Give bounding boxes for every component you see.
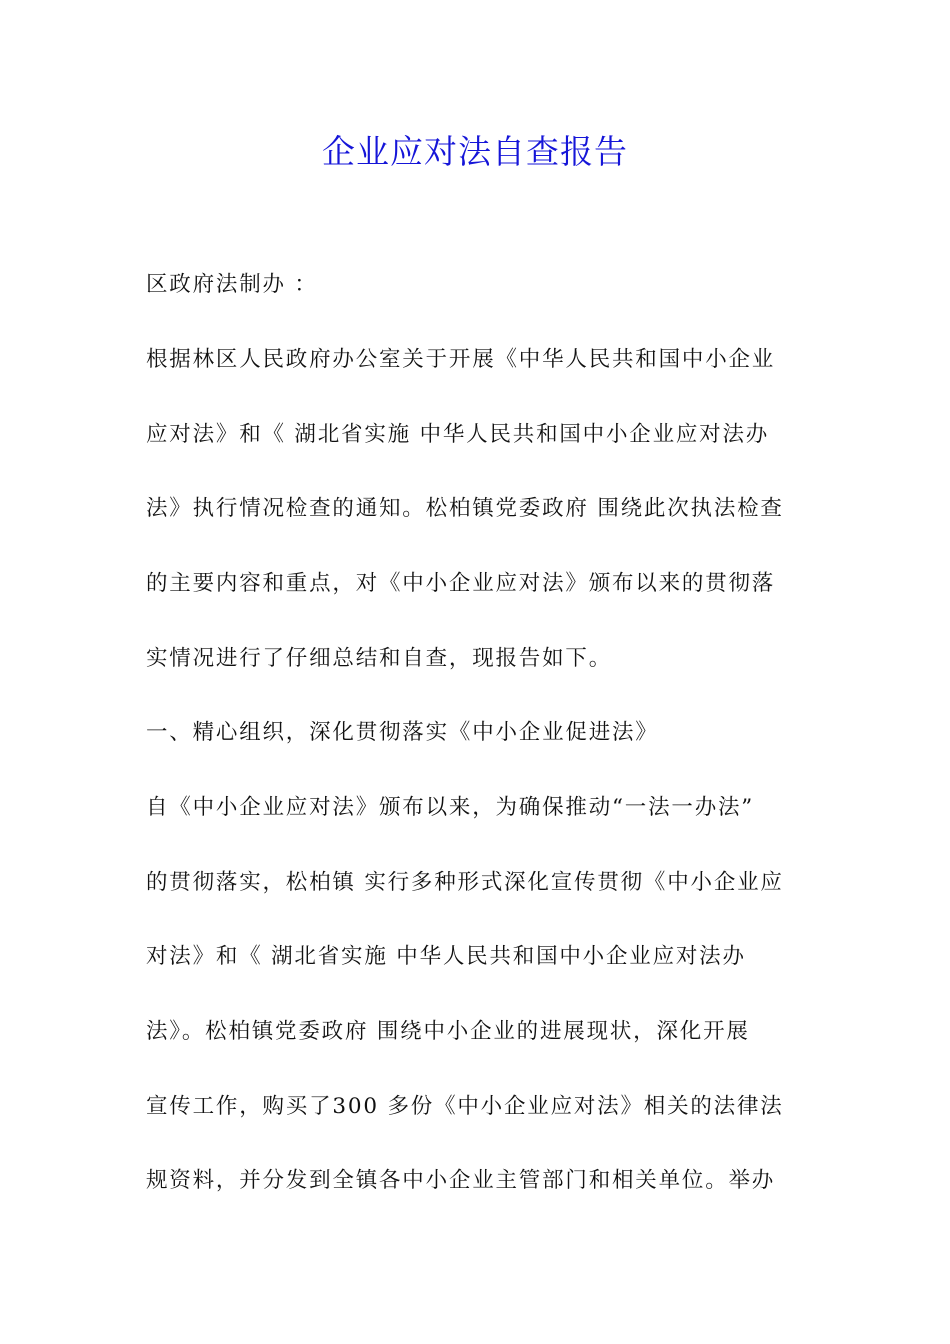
document-title: 企业应对法自查报告 (322, 132, 628, 171)
paragraph-line: 规资料，并分发到全镇各中小企业主管部门和相关单位。举办 (146, 1168, 776, 1193)
paragraph-line: 应对法》和《 湖北省实施 中华人民共和国中小企业应对法办 (146, 422, 770, 447)
paragraph-line: 自《中小企业应对法》颁布以来，为确保推动“一法一办法” (146, 795, 755, 820)
paragraph-line: 对法》和《 湖北省实施 中华人民共和国中小企业应对法办 (146, 944, 746, 969)
paragraph-line: 法》执行情况检查的通知。松柏镇党委政府 围绕此次执法检查 (146, 496, 784, 521)
paragraph-line: 根据林区人民政府办公室关于开展《中华人民共和国中小企业 (146, 347, 776, 372)
addressee-line: 区政府法制办 ： (146, 272, 318, 297)
paragraph-line: 的主要内容和重点，对《中小企业应对法》颁布以来的贯彻落 (146, 571, 776, 596)
section-heading: 一、精心组织，深化贯彻落实《中小企业促进法》 (146, 720, 659, 745)
paragraph-line: 的贯彻落实，松柏镇 实行多种形式深化宣传贯彻《中小企业应 (146, 870, 784, 895)
paragraph-line: 法》。松柏镇党委政府 围绕中小企业的进展现状，深化开展 (146, 1019, 750, 1044)
paragraph-line: 宣传工作，购买了300 多份《中小企业应对法》相关的法律法 (146, 1094, 784, 1119)
paragraph-line: 实情况进行了仔细总结和自查，现报告如下。 (146, 646, 613, 671)
